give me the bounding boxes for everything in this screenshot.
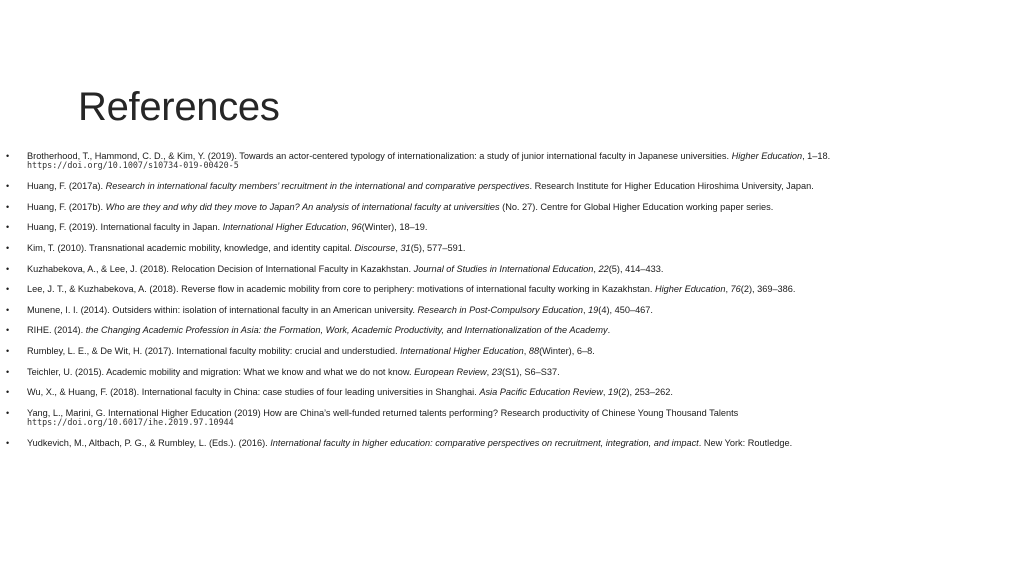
bullet-icon: •	[6, 407, 10, 418]
ref-source: International Higher Education	[400, 345, 524, 356]
ref-details: . New York: Routledge.	[698, 437, 793, 448]
list-item	[0, 305, 1000, 315]
ref-volume: 23	[491, 366, 502, 377]
ref-details: . Research Institute for Higher Education Hiroshima University, Japan.	[529, 181, 814, 192]
ref-source: Journal of Studies in International Education	[413, 263, 594, 274]
ref-source: Research in Post-Compulsory Education	[417, 304, 583, 315]
ref-text: Brotherhood, T., Hammond, C. D., & Kim, Y. (2019). Towards an actor-centered typology of internationalization: a study of junior international faculty in Japanese universities.	[27, 151, 732, 161]
reference-list	[0, 151, 1000, 459]
ref-volume: 31	[400, 242, 411, 253]
ref-source: International faculty in higher education: comparative perspectives on recruitment, integration, and impact	[270, 437, 699, 448]
ref-source: Discourse	[354, 242, 396, 253]
bullet-icon: •	[6, 325, 10, 336]
ref-text: Huang, F. (2017a).	[27, 181, 106, 192]
ref-text: Rumbley, L. E., & De Wit, H. (2017). International faculty mobility: crucial and understudied.	[27, 345, 401, 356]
ref-volume: 88	[528, 345, 540, 356]
ref-text: Munene, I. I. (2014). Outsiders within: isolation of international faculty in an American university.	[27, 304, 418, 315]
list-item	[0, 243, 1000, 253]
ref-text: Kim, T. (2010). Transnational academic mobility, knowledge, and identity capital.	[27, 242, 355, 253]
ref-volume: 76	[730, 284, 741, 295]
page-title: References	[78, 84, 280, 129]
list-item	[0, 438, 1000, 448]
ref-text: Yang, L., Marini, G. International Higher Education (2019) How are China’s well-funded returned talents performing? Research productivity of Chinese Young Thousand Talents	[27, 407, 739, 418]
bullet-icon: •	[6, 387, 10, 398]
bullet-icon: •	[6, 242, 10, 253]
list-item	[0, 346, 1000, 356]
ref-sep: ,	[346, 222, 352, 233]
ref-text: Kuzhabekova, A., & Lee, J. (2018). Relocation Decision of International Faculty in Kazakhstan.	[27, 263, 414, 274]
bullet-icon: •	[6, 201, 10, 212]
ref-details: (No. 27). Centre for Global Higher Education working paper series.	[499, 201, 774, 212]
bullet-icon: •	[6, 222, 10, 233]
bullet-icon: •	[6, 181, 10, 192]
ref-details: (2), 369–386.	[740, 284, 796, 295]
ref-text: RIHE. (2014).	[27, 325, 86, 336]
ref-text: Huang, F. (2017b).	[27, 201, 106, 212]
ref-sep: ,	[725, 284, 731, 295]
ref-sep: ,	[593, 263, 599, 274]
list-item	[0, 284, 1000, 294]
ref-source: Asia Pacific Education Review	[479, 387, 603, 398]
ref-source: European Review	[414, 366, 487, 377]
list-item	[0, 181, 1000, 191]
bullet-icon: •	[6, 366, 10, 377]
list-item	[0, 367, 1000, 377]
list-item	[0, 151, 1000, 171]
ref-text: Teichler, U. (2015). Academic mobility and migration: What we know and what we do not know.	[27, 366, 415, 377]
list-item	[0, 408, 1000, 428]
ref-details: (2), 253–262.	[618, 387, 673, 398]
ref-sep: ,	[582, 304, 589, 315]
ref-details: (Winter), 6–8.	[539, 345, 595, 356]
ref-details: .	[607, 325, 611, 336]
ref-source: International Higher Education	[222, 222, 347, 233]
list-item	[0, 202, 1000, 212]
ref-volume: 22	[598, 263, 609, 274]
bullet-icon: •	[6, 437, 10, 448]
ref-details: (Winter), 18–19.	[361, 222, 428, 233]
bullet-icon: •	[6, 263, 10, 274]
ref-text: Huang, F. (2019). International faculty in Japan.	[27, 222, 223, 233]
ref-source: Who are they and why did they move to Japan? An analysis of international faculty at universities	[105, 201, 500, 212]
list-item	[0, 387, 1000, 397]
ref-volume: 96	[351, 222, 362, 233]
bullet-icon: •	[6, 151, 10, 161]
list-item	[0, 222, 1000, 232]
bullet-icon: •	[6, 304, 10, 315]
doi-link[interactable]: https://doi.org/10.1007/s10734-019-00420-5	[27, 160, 239, 171]
ref-details: (S1), S6–S37.	[501, 366, 560, 377]
doi-link[interactable]: https://doi.org/10.6017/ihe.2019.97.10944	[27, 417, 234, 428]
list-item	[0, 264, 1000, 274]
ref-details: (5), 414–433.	[608, 263, 664, 274]
ref-details: (4), 450–467.	[598, 304, 653, 315]
ref-source: Research in international faculty members’ recruitment in the international and comparative perspectives	[105, 181, 530, 192]
ref-text: Lee, J. T., & Kuzhabekova, A. (2018). Reverse flow in academic mobility from core to periphery: motivations of international faculty working in Kazakhstan.	[27, 284, 655, 295]
ref-source: Higher Education	[654, 284, 726, 295]
ref-volume: 19	[608, 387, 619, 398]
bullet-icon: •	[6, 345, 10, 356]
list-item	[0, 325, 1000, 335]
ref-sep: ,	[523, 345, 529, 356]
ref-volume: 19	[588, 304, 599, 315]
ref-source: Higher Education	[731, 151, 803, 161]
ref-details: (5), 577–591.	[410, 242, 466, 253]
ref-sep: ,	[602, 387, 609, 398]
ref-source: the Changing Academic Profession in Asia: the Formation, Work, Academic Productivity, and Internationalization of the Academy	[85, 325, 608, 336]
ref-text: Yudkevich, M., Altbach, P. G., & Rumbley, L. (Eds.). (2016).	[27, 437, 271, 448]
ref-text: Wu, X., & Huang, F. (2018). International faculty in China: case studies of four leading universities in Shanghai.	[27, 387, 480, 398]
bullet-icon: •	[6, 284, 10, 295]
ref-sep: ,	[395, 242, 401, 253]
ref-details: , 1–18.	[802, 151, 831, 161]
ref-sep: ,	[486, 366, 492, 377]
